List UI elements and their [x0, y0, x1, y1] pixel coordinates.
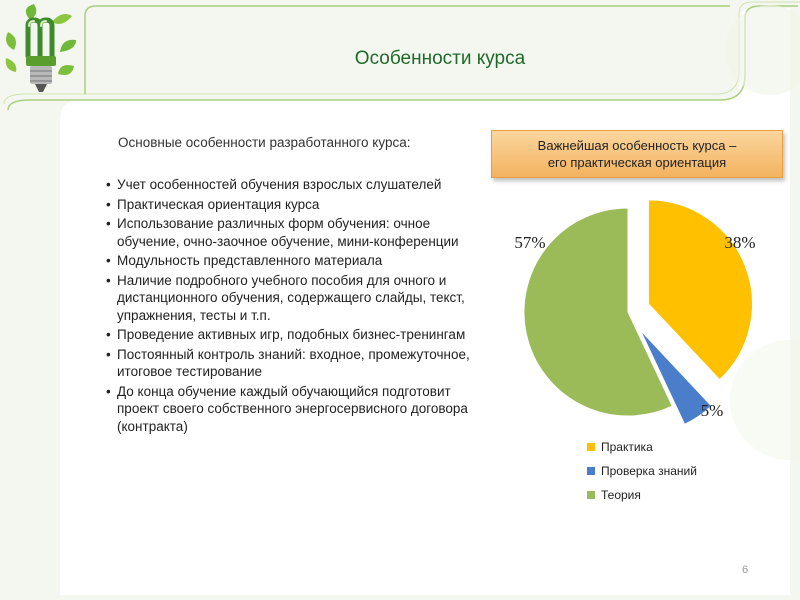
- chart-legend: [587, 435, 697, 507]
- callout-text: Важнейшая особенность курса – его практическая ориентация: [537, 138, 737, 170]
- legend-label: Проверка знаний: [601, 464, 697, 478]
- list-item: • Постоянный контроль знаний: входное, промежуточное, итоговое тестирование: [104, 346, 476, 381]
- slide-title: Особенности курса: [354, 48, 526, 69]
- list-item: • Наличие подробного учебного пособия для очного и дистанционного обучения, содержащего слайды, текст, упражнения, тесты и т.п.: [104, 272, 476, 325]
- pie-chart: [490, 200, 790, 430]
- intro-text: Основные особенности разработанного курса:: [118, 135, 411, 150]
- pie-slice: [648, 200, 752, 380]
- legend-swatch: [587, 467, 595, 475]
- list-item: • Практическая ориентация курса: [104, 196, 476, 214]
- slice-label: 5%: [700, 401, 724, 420]
- list-item: • До конца обучение каждый обучающийся подготовит проект своего собственного энергосервисного договора (контракта): [104, 383, 476, 436]
- legend-item: [587, 459, 697, 483]
- list-item: • Проведение активных игр, подобных бизнес-тренингам: [104, 326, 476, 344]
- legend-swatch: [587, 443, 595, 451]
- list-item: • Модульность представленного материала: [104, 252, 476, 270]
- legend-item: [587, 435, 697, 459]
- slice-label: 38%: [724, 233, 756, 252]
- key-feature-callout: [491, 130, 783, 178]
- legend-swatch: [587, 491, 595, 499]
- eco-bulb-logo: [0, 0, 82, 106]
- legend-item: [587, 483, 697, 507]
- slice-label: 57%: [514, 233, 546, 252]
- list-item: • Учет особенностей обучения взрослых слушателей: [104, 176, 476, 194]
- feature-list: [104, 176, 476, 437]
- page-number: 6: [742, 564, 749, 576]
- list-item: • Использование различных форм обучения: очное обучение, очно-заочное обучение, мини-конференции: [104, 215, 476, 250]
- legend-label: Практика: [601, 440, 653, 454]
- legend-label: Теория: [601, 488, 641, 502]
